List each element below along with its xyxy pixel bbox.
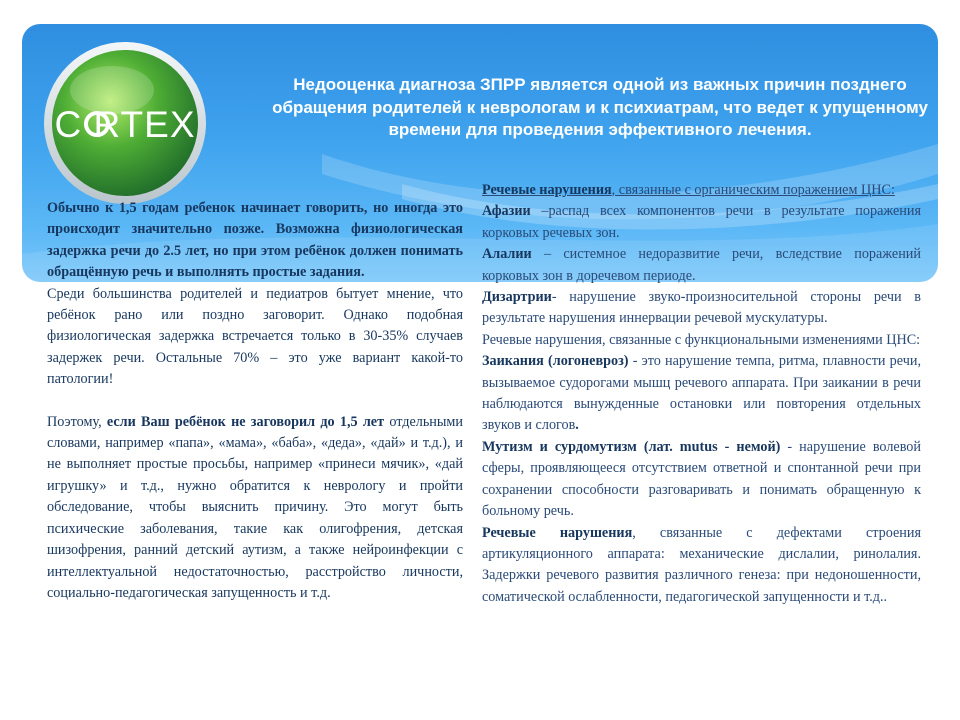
alalia-item: Алалии – системное недоразвитие речи, вследствие поражений корковых зон в доречевом периоде. <box>482 246 921 284</box>
right-column <box>482 180 921 608</box>
dysarthria-item: Дизартрии- нарушение звуко-произносительной стороны речи в результате нарушения иннервации речевой мускулатуры. <box>482 289 921 327</box>
logo-text: C RTEX <box>54 104 196 145</box>
mutism-item: Мутизм и сурдомутизм (лат. mutus - немой) - нарушение волевой сферы, проявляющееся отсутствием ответной и спонтанной речи при сохранении способности разговаривать и понимать обращенную к больному речь. <box>482 438 921 520</box>
cortex-logo <box>42 40 208 206</box>
aphasia-item: Афазии –распад всех компонентов речи в результате поражения корковых речевых зон. <box>482 203 921 241</box>
left-column <box>47 198 463 604</box>
stuttering-item: Заикания (логоневроз) - это нарушение темпа, ритма, плавности речи, вызываемое судорогами мышц речевого аппарата. При заикании в речи наблюдаются вынужденные остановки или повторения отдельных звуков и слогов. <box>482 353 921 434</box>
articulation-disorders-item: Речевые нарушения, связанные с дефектами строения артикуляционного аппарата: механические дислалии, ринолалия. Задержки речевого развития различного генеза: при недоношенности, соматической ослабленности, педагогической запущенности и т.д.. <box>482 524 921 605</box>
statistics-paragraph: Среди большинства родителей и педиатров бытует мнение, что ребёнок рано или поздно заговорит. Однако подобная физиологическая задержка встречается только в 30-35% случаев задержек речи. Остальные 70% – это уже вариант какой-то патологии! <box>47 285 463 388</box>
page-title: Недооценка диагноза ЗПРР является одной из важных причин позднего обращения родителей к неврологам и к психиатрам, что ведет к упущенному времени для проведения эффективного лечения. <box>272 75 928 139</box>
intro-paragraph: Обычно к 1,5 годам ребенок начинает говорить, но иногда это происходит значительно позже. Возможна физиологическая задержка речи до 2.5 лет, но при этом ребёнок должен понимать обращённую речь и выполнять простые задания. <box>47 200 463 281</box>
advice-paragraph: Поэтому, если Ваш ребёнок не заговорил до 1,5 лет отдельными словами, например «папа», «мама», «баба», «деда», «дай» и т.д.), и не выполняет простые просьбы, например «принеси мячик», «дай игрушку» и т.д., нужно обратится к неврологу и пройти обследование, чтобы выяснить причину. Это могут быть психические заболевания, такие как олигофрения, детская шизофрения, ранний детский аутизм, а также нейроинфекции с интеллектуальной недостаточностью, расстройство личности, социально-педагогическая запущенность и т.д. <box>47 413 464 601</box>
organic-disorders-heading: Речевые нарушения, связанные с органическим поражением ЦНС: <box>482 182 895 198</box>
functional-disorders-heading: Речевые нарушения, связанные с функциональными изменениями ЦНС: <box>482 331 921 348</box>
